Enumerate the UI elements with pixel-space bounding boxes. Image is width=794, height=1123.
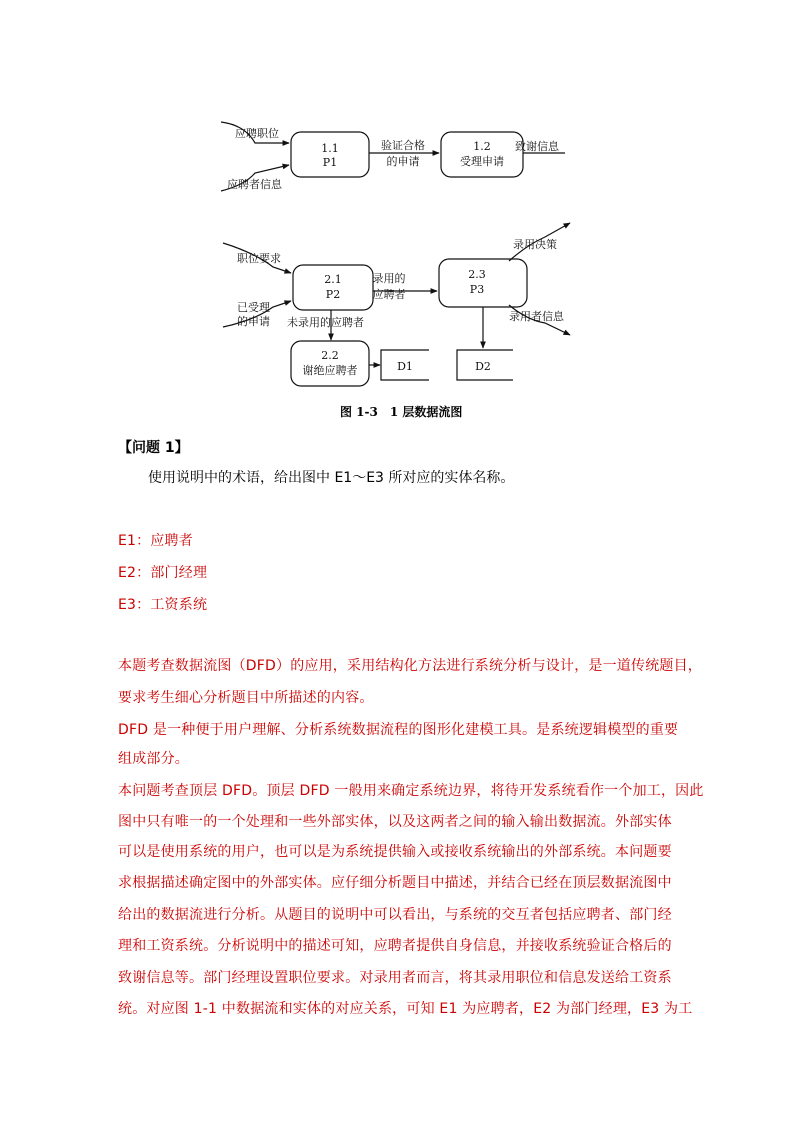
process-2-2-name: 谢绝应聘者 [302, 364, 358, 377]
label-input-applicant-info: 应聘者信息 [227, 178, 282, 191]
label-accepted-line2: 的申请 [237, 315, 270, 328]
analysis-line: 要求考生细心分析题目中所描述的内容。 [118, 690, 374, 706]
analysis-line: 求根据描述确定图中的外部实体。应仔细分析题目中描述，并结合已经在顶层数据流图中 [118, 875, 672, 891]
label-hired-line2: 应聘者 [372, 288, 406, 301]
process-2-1-name: P2 [325, 288, 341, 301]
data-store-d2-label: D2 [475, 360, 491, 373]
answer-e1: E1：应聘者 [118, 533, 193, 549]
figure-caption: 图 1-3 1 层数据流图 [340, 405, 463, 419]
label-verified-line1: 验证合格 [381, 139, 425, 152]
analysis-line: 给出的数据流进行分析。从题目的说明中可以看出，与系统的交互者包括应聘者、部门经 [118, 907, 672, 923]
data-store-d1-label: D1 [397, 360, 413, 373]
answer-e3: E3：工资系统 [118, 597, 208, 613]
process-1-1-id: 1.1 [321, 142, 339, 155]
analysis-line: 可以是使用系统的用户，也可以是为系统提供输入或接收系统输出的外部系统。本问题要 [118, 844, 672, 860]
label-hired-line1: 录用的 [372, 272, 406, 285]
answer-e2: E2：部门经理 [118, 565, 208, 581]
label-verified-line2: 的申请 [386, 155, 420, 168]
process-1-1-name: P1 [322, 156, 338, 169]
label-position-requirement: 职位要求 [237, 252, 281, 265]
process-2-3-name: P3 [469, 283, 485, 296]
data-flow-diagram [215, 115, 575, 400]
label-thanks-info: 致谢信息 [515, 140, 559, 153]
label-hired-info: 录用者信息 [509, 310, 564, 323]
label-accepted-line1: 已受理 [237, 301, 270, 314]
label-hiring-decision: 录用决策 [513, 238, 557, 251]
process-2-1-id: 2.1 [324, 273, 342, 286]
label-input-position: 应聘职位 [235, 127, 279, 140]
analysis-line: 图中只有唯一的一个处理和一些外部实体，以及这两者之间的输入输出数据流。外部实体 [118, 814, 672, 830]
process-1-2-name: 受理申请 [460, 155, 504, 168]
analysis-line: 致谢信息等。部门经理设置职位要求。对录用者而言，将其录用职位和信息发送给工资系 [118, 970, 672, 986]
question-heading: 【问题 1】 [118, 440, 189, 456]
process-2-3-id: 2.3 [468, 268, 486, 281]
question-text: 使用说明中的术语，给出图中 E1～E3 所对应的实体名称。 [148, 470, 515, 486]
analysis-line: 本题考查数据流图（DFD）的应用，采用结构化方法进行系统分析与设计，是一道传统题目， [118, 658, 703, 674]
analysis-line: DFD 是一种便于用户理解、分析系统数据流程的图形化建模工具。是系统逻辑模型的重要 [118, 722, 679, 738]
analysis-line: 理和工资系统。分析说明中的描述可知，应聘者提供自身信息，并接收系统验证合格后的 [118, 938, 672, 954]
process-2-2-id: 2.2 [321, 349, 339, 362]
label-not-hired: 未录用的应聘者 [287, 316, 364, 329]
analysis-line: 本问题考查顶层 DFD。顶层 DFD 一般用来确定系统边界，将待开发系统看作一个加工，因此 [118, 783, 704, 799]
process-1-2-id: 1.2 [473, 140, 491, 153]
analysis-line: 统。对应图 1-1 中数据流和实体的对应关系，可知 E1 为应聘者，E2 为部门经理，E3 为工 [118, 1001, 693, 1017]
analysis-line: 组成部分。 [118, 751, 189, 767]
